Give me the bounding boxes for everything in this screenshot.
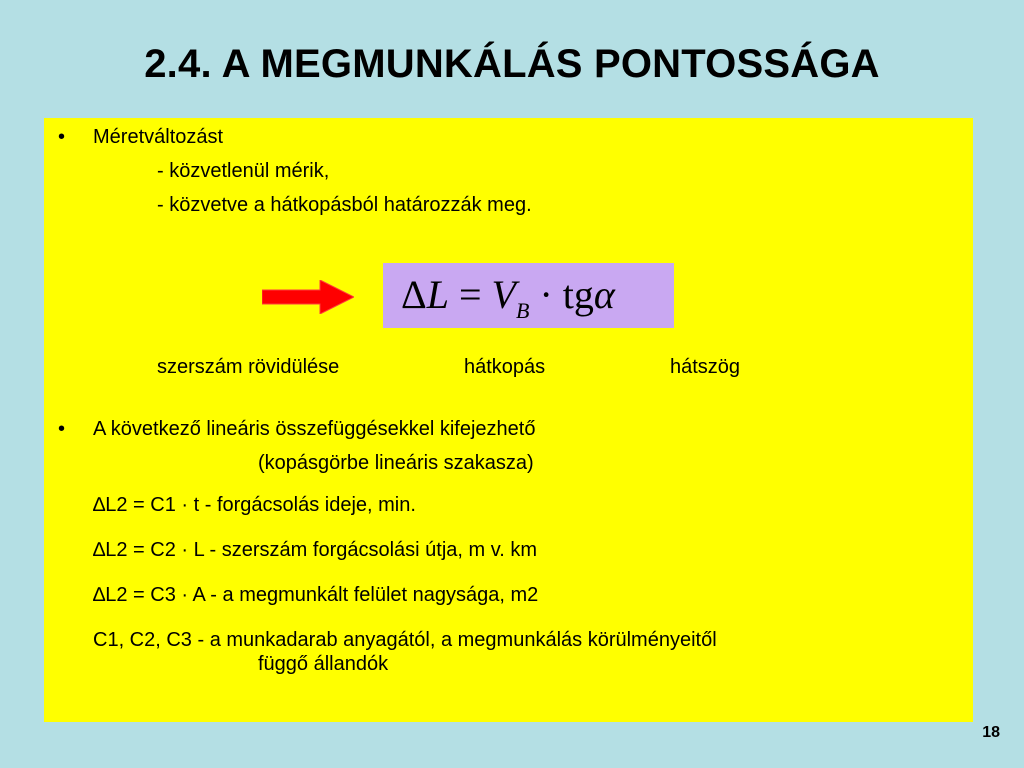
formula-delta: Δ	[401, 272, 427, 317]
bullet-1-line-2: - közvetve a hátkopásból határozzák meg.	[157, 194, 532, 216]
formula-equals: =	[448, 272, 492, 317]
formula	[401, 273, 615, 323]
bullet-2-sub: (kopásgörbe lineáris szakasza)	[258, 452, 534, 474]
formula-v: V	[491, 272, 516, 317]
equation-3: ∆L2 = C3 · A - a megmunkált felület nagysága, m2	[93, 584, 539, 606]
page-number: 18	[982, 724, 1000, 741]
note-line-1: C1, C2, C3 - a munkadarab anyagától, a megmunkálás körülményeitől	[93, 629, 717, 651]
note-line-2: függő állandók	[258, 653, 389, 675]
label-tool-shortening: szerszám rövidülése	[157, 356, 340, 378]
slide-title: 2.4. A MEGMUNKÁLÁS PONTOSSÁGA	[144, 42, 880, 86]
bullet-1-line-1: - közvetlenül mérik,	[157, 160, 330, 182]
formula-alpha: α	[593, 272, 615, 317]
formula-tg: tg	[562, 272, 594, 317]
formula-sub-b: B	[515, 298, 530, 323]
bullet-1-heading: Méretváltozást	[93, 126, 224, 148]
equation-2: ∆L2 = C2 · L - szerszám forgácsolási útja, m v. km	[93, 539, 538, 561]
bullet-2-heading: A következő lineáris összefüggésekkel kifejezhető	[93, 418, 536, 440]
formula-box	[383, 263, 674, 328]
formula-l: L	[426, 272, 449, 317]
content-panel	[44, 118, 973, 722]
bullet-2-symbol: •	[58, 418, 66, 440]
bullet-1-symbol: •	[58, 126, 66, 148]
right-arrow-icon	[262, 280, 354, 314]
formula-dot: ·	[529, 272, 563, 317]
equation-1: ∆L2 = C1 · t - forgácsolás ideje, min.	[93, 494, 416, 516]
label-back-angle: hátszög	[670, 356, 741, 378]
label-back-wear: hátkopás	[464, 356, 546, 378]
